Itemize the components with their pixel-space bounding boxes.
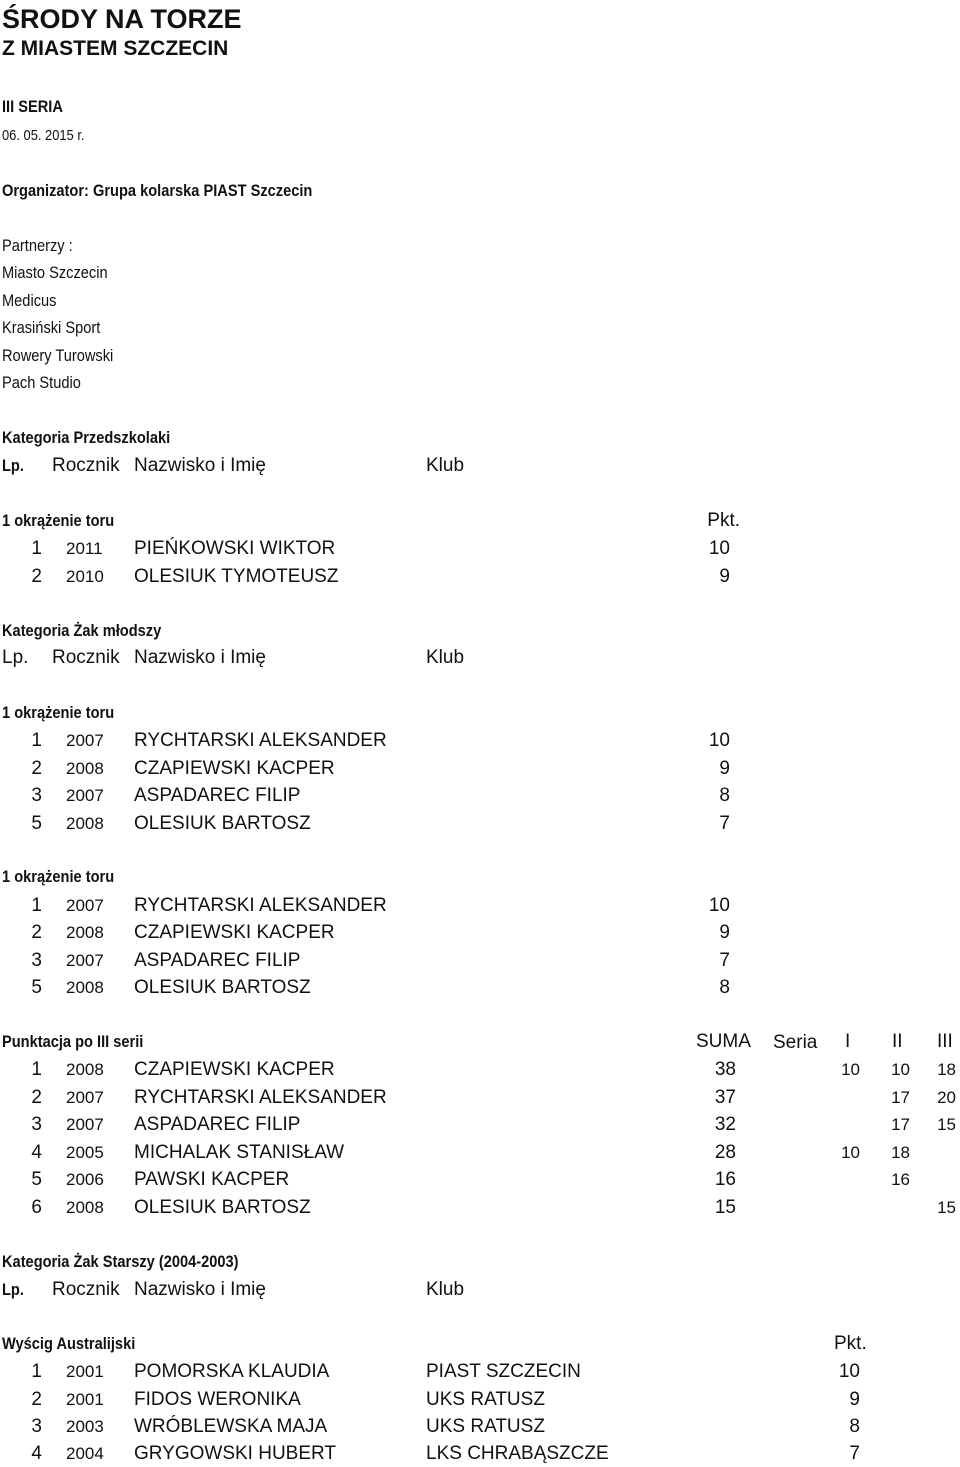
- series-label: III SERIA: [2, 97, 63, 116]
- row-suma: 16: [714, 1169, 736, 1190]
- row-club: UKS RATUSZ: [426, 1416, 545, 1437]
- table-row: [0, 1443, 960, 1467]
- partner-item: Krasiński Sport: [2, 318, 101, 337]
- partners-label: Partnerzy :: [2, 236, 73, 255]
- row-name: OLESIUK BARTOSZ: [134, 1197, 311, 1218]
- race-title: Wyścig Australijski: [2, 1334, 136, 1353]
- row-lp: 2: [31, 922, 42, 943]
- col-lp: Lp.: [2, 647, 29, 668]
- row-year: 2005: [66, 1143, 104, 1162]
- race-title: 1 okrążenie toru: [2, 867, 115, 886]
- row-seria-3: 15: [937, 1115, 956, 1134]
- row-name: RYCHTARSKI ALEKSANDER: [134, 1087, 387, 1108]
- row-lp: 2: [31, 566, 42, 587]
- table-row: [0, 1416, 960, 1440]
- table-row: [0, 1087, 960, 1111]
- row-year: 2008: [66, 978, 104, 997]
- row-points: 9: [849, 1389, 860, 1410]
- col-rocznik: Rocznik: [52, 1279, 120, 1300]
- row-year: 2006: [66, 1170, 104, 1189]
- col-name: Nazwisko i Imię: [134, 647, 266, 668]
- row-lp: 2: [31, 758, 42, 779]
- col-suma: SUMA: [696, 1031, 751, 1052]
- row-name: FIDOS WERONIKA: [134, 1389, 301, 1410]
- row-seria-2: 16: [891, 1170, 910, 1189]
- row-points: 9: [719, 922, 730, 943]
- row-seria-1: 10: [841, 1143, 860, 1162]
- col-lp: Lp.: [2, 456, 24, 475]
- table-row: [0, 950, 960, 974]
- row-lp: 2: [31, 1389, 42, 1410]
- row-club: LKS CHRABĄSZCZE: [426, 1443, 609, 1464]
- row-name: ASPADAREC FILIP: [134, 1114, 301, 1135]
- row-lp: 5: [31, 813, 42, 834]
- col-seria: Seria: [773, 1032, 818, 1053]
- partner-item: Pach Studio: [2, 373, 81, 392]
- col-seria-1: I: [845, 1031, 851, 1052]
- row-lp: 1: [31, 895, 42, 916]
- table-row: [0, 730, 960, 754]
- col-rocznik: Rocznik: [52, 647, 120, 668]
- race-title: 1 okrążenie toru: [2, 703, 115, 722]
- row-name: CZAPIEWSKI KACPER: [134, 758, 335, 779]
- row-lp: 3: [31, 785, 42, 806]
- page-subtitle: Z MIASTEM SZCZECIN: [2, 37, 229, 60]
- row-club: PIAST SZCZECIN: [426, 1361, 581, 1382]
- table-row: [0, 1114, 960, 1138]
- col-pkt: Pkt.: [834, 1333, 867, 1354]
- row-seria-1: 10: [841, 1060, 860, 1079]
- row-year: 2001: [66, 1362, 104, 1381]
- partner-item: Medicus: [2, 291, 57, 310]
- row-lp: 1: [31, 730, 42, 751]
- row-lp: 1: [31, 1059, 42, 1080]
- row-seria-3: 20: [937, 1088, 956, 1107]
- row-year: 2007: [66, 786, 104, 805]
- col-club: Klub: [426, 455, 465, 476]
- row-club: UKS RATUSZ: [426, 1389, 545, 1410]
- partner-item: Rowery Turowski: [2, 346, 114, 365]
- row-name: GRYGOWSKI HUBERT: [134, 1443, 336, 1464]
- row-year: 2007: [66, 731, 104, 750]
- row-seria-2: 18: [891, 1143, 910, 1162]
- row-year: 2008: [66, 814, 104, 833]
- row-year: 2007: [66, 1088, 104, 1107]
- row-points: 9: [719, 758, 730, 779]
- row-lp: 3: [31, 1114, 42, 1135]
- col-rocznik: Rocznik: [52, 455, 120, 476]
- table-row: [0, 1389, 960, 1413]
- col-club: Klub: [426, 647, 465, 668]
- row-points: 8: [719, 785, 730, 806]
- row-points: 10: [708, 538, 730, 559]
- row-seria-3: 15: [937, 1198, 956, 1217]
- row-year: 2008: [66, 1060, 104, 1079]
- row-name: POMORSKA KLAUDIA: [134, 1361, 330, 1382]
- table-row: [0, 1059, 960, 1083]
- row-suma: 28: [714, 1142, 736, 1163]
- row-year: 2008: [66, 1198, 104, 1217]
- table-row: [0, 566, 960, 590]
- row-name: MICHALAK STANISŁAW: [134, 1142, 345, 1163]
- row-seria-2: 10: [891, 1060, 910, 1079]
- row-name: ASPADAREC FILIP: [134, 785, 301, 806]
- row-suma: 37: [714, 1087, 736, 1108]
- row-lp: 3: [31, 1416, 42, 1437]
- partner-item: Miasto Szczecin: [2, 263, 108, 282]
- organizer: Organizator: Grupa kolarska PIAST Szczecin: [2, 181, 313, 200]
- row-suma: 32: [714, 1114, 736, 1135]
- row-points: 7: [849, 1443, 860, 1464]
- row-lp: 5: [31, 977, 42, 998]
- row-lp: 3: [31, 950, 42, 971]
- row-year: 2007: [66, 1115, 104, 1134]
- row-name: RYCHTARSKI ALEKSANDER: [134, 895, 387, 916]
- row-name: WRÓBLEWSKA MAJA: [134, 1416, 328, 1437]
- row-name: PAWSKI KACPER: [134, 1169, 290, 1190]
- row-year: 2001: [66, 1390, 104, 1409]
- event-date: 06. 05. 2015 r.: [2, 127, 85, 144]
- row-suma: 38: [714, 1059, 736, 1080]
- row-lp: 2: [31, 1087, 42, 1108]
- page-title: ŚRODY NA TORZE: [2, 4, 242, 34]
- row-year: 2008: [66, 923, 104, 942]
- col-lp: Lp.: [2, 1280, 24, 1299]
- race-title: 1 okrążenie toru: [2, 511, 115, 530]
- table-row: [0, 813, 960, 837]
- row-seria-2: 17: [891, 1088, 910, 1107]
- standings-title: Punktacja po III serii: [2, 1032, 144, 1051]
- row-lp: 1: [31, 1361, 42, 1382]
- row-year: 2011: [66, 539, 103, 558]
- row-name: OLESIUK TYMOTEUSZ: [134, 566, 339, 587]
- col-name: Nazwisko i Imię: [134, 1279, 266, 1300]
- table-row: [0, 538, 960, 562]
- row-name: ASPADAREC FILIP: [134, 950, 301, 971]
- table-row: [0, 785, 960, 809]
- table-row: [0, 977, 960, 1001]
- row-year: 2007: [66, 951, 104, 970]
- row-seria-2: 17: [891, 1115, 910, 1134]
- category-title: Kategoria Przedszkolaki: [2, 428, 171, 447]
- row-suma: 15: [714, 1197, 736, 1218]
- row-name: RYCHTARSKI ALEKSANDER: [134, 730, 387, 751]
- row-name: PIEŃKOWSKI WIKTOR: [134, 538, 336, 559]
- row-year: 2007: [66, 896, 104, 915]
- row-points: 8: [719, 977, 730, 998]
- row-year: 2010: [66, 567, 104, 586]
- col-pkt: Pkt.: [707, 510, 740, 531]
- row-points: 8: [849, 1416, 860, 1437]
- row-name: CZAPIEWSKI KACPER: [134, 922, 335, 943]
- table-row: [0, 1361, 960, 1385]
- row-year: 2003: [66, 1417, 104, 1436]
- row-name: CZAPIEWSKI KACPER: [134, 1059, 335, 1080]
- row-year: 2004: [66, 1444, 104, 1463]
- category-title: Kategoria Żak Starszy (2004-2003): [2, 1252, 239, 1271]
- table-row: [0, 1169, 960, 1193]
- table-row: [0, 895, 960, 919]
- row-lp: 6: [31, 1197, 42, 1218]
- table-row: [0, 1197, 960, 1221]
- table-row: [0, 1142, 960, 1166]
- col-seria-2: II: [892, 1031, 903, 1052]
- row-points: 10: [708, 730, 730, 751]
- col-name: Nazwisko i Imię: [134, 455, 266, 476]
- row-lp: 4: [31, 1443, 42, 1464]
- row-points: 7: [719, 813, 730, 834]
- row-points: 10: [838, 1361, 860, 1382]
- row-lp: 4: [31, 1142, 42, 1163]
- row-points: 9: [719, 566, 730, 587]
- row-points: 10: [708, 895, 730, 916]
- row-name: OLESIUK BARTOSZ: [134, 813, 311, 834]
- row-points: 7: [719, 950, 730, 971]
- col-seria-3: III: [937, 1031, 953, 1052]
- row-name: OLESIUK BARTOSZ: [134, 977, 311, 998]
- row-lp: 1: [31, 538, 42, 559]
- row-seria-3: 18: [937, 1060, 956, 1079]
- row-year: 2008: [66, 759, 104, 778]
- table-row: [0, 922, 960, 946]
- row-lp: 5: [31, 1169, 42, 1190]
- category-title: Kategoria Żak młodszy: [2, 621, 162, 640]
- table-row: [0, 758, 960, 782]
- col-club: Klub: [426, 1279, 465, 1300]
